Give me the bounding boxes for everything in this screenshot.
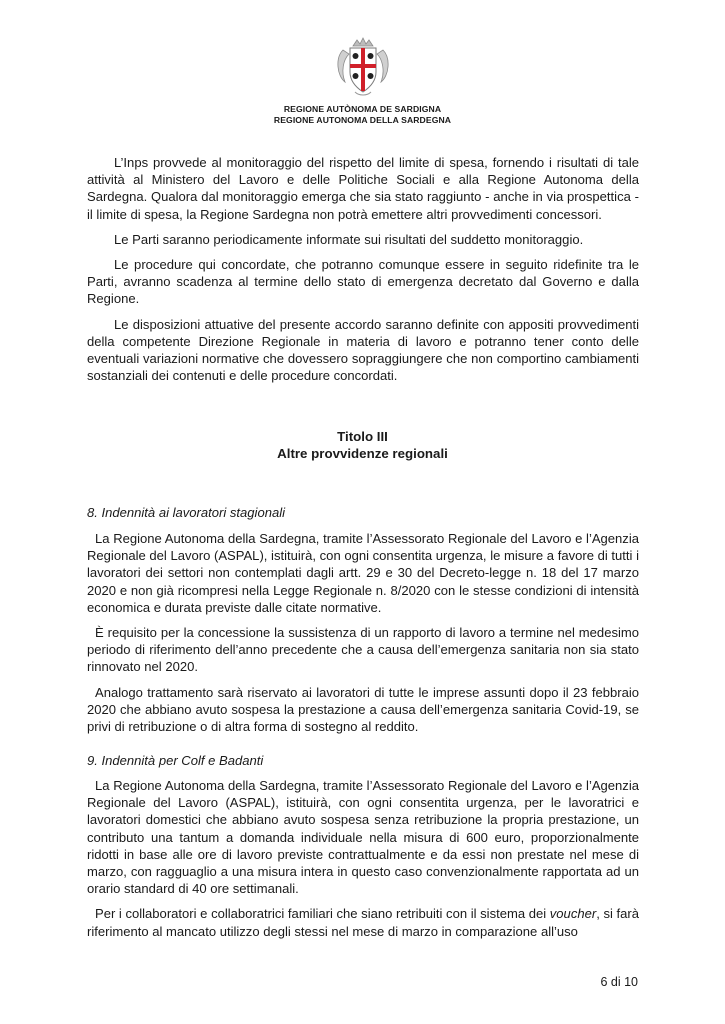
intro-section [87, 154, 639, 384]
title-subtitle: Altre provvidenze regionali [277, 446, 448, 461]
section-8-body [87, 530, 639, 735]
paragraph: Le disposizioni attuative del presente accordo saranno definite con appositi provvedimenti della competente Direzione Regionale in materia di lavoro e potranno tener conto delle eventuali variazioni normative che dovessero sopraggiungere che non comportino cambiamenti sostanziali dei contenuti e delle procedure concordati. [87, 316, 639, 384]
section-9-body [87, 777, 639, 940]
paragraph [87, 905, 639, 939]
paragraph: Le procedure qui concordate, che potranno comunque essere in seguito ridefinite tra le Parti, avranno scadenza al termine dello stato di emergenza decretato dal Governo e dalla Regione. [87, 257, 639, 307]
paragraph: La Regione Autonoma della Sardegna, tramite l’Assessorato Regionale del Lavoro e l’Agenzia Regionale del Lavoro (ASPAL), istituirà, con ogni consentita urgenza, le misure a favore di tutti i lavoratori dei settori non contemplati dagli artt. 29 e 30 del Decreto-legge n. 18 del 17 marzo 2020 e non già ricompresi nella Legge Regionale n. 8/2020 con le stesse condizioni di intensità economica e durata previste dalle citate normative. [87, 531, 639, 615]
italic-term: voucher [549, 906, 597, 922]
page-header [0, 36, 725, 126]
page-number: 6 di 10 [600, 975, 638, 989]
paragraph: È requisito per la concessione la sussistenza di un rapporto di lavoro a termine nel medesimo periodo di riferimento dell’anno precedente che a causa dell’emergenza sanitaria non sia stato rinnovato nel 2020. [87, 625, 639, 675]
title-block [0, 428, 725, 462]
paragraph: La Regione Autonoma della Sardegna, tramite l’Assessorato Regionale del Lavoro e l’Agenzia Regionale del Lavoro (ASPAL), istituirà, con ogni consentita urgenza, per le lavoratrici e lavoratori domestici che abbiano avuto sospesa senza retribuzione la propria prestazione, un contributo una tantum a domanda individuale nella misura di 600 euro, proporzionalmente ridotti in base alle ore di lavoro previste contrattualmente e da essi non prestate nel mese di marzo, con ragguaglio a una misura intera in questo caso convenzionalmente rapportata ad un orario standard di 40 ore settimanali. [87, 778, 639, 897]
org-name-italian: REGIONE AUTONOMA DELLA SARDEGNA [273, 115, 452, 125]
section-9-heading: 9. Indennità per Colf e Badanti [87, 753, 264, 768]
section-8-heading: 8. Indennità ai lavoratori stagionali [87, 505, 286, 520]
org-name-sardinian: REGIONE AUTÒNOMA DE SARDIGNA [283, 104, 442, 114]
text-run: , si farà riferimento al mancato utilizzo degli stessi nel mese di marzo in comparazione all’uso [87, 906, 640, 939]
sardinia-coat-of-arms-icon [333, 36, 393, 98]
title-number: Titolo III [337, 429, 388, 444]
paragraph: Analogo trattamento sarà riservato ai lavoratori di tutte le imprese assunti dopo il 23 febbraio 2020 che abbiano avuto sospesa la prestazione a causa dell’emergenza sanitaria Covid-19, se privi di retribuzione o di altra forma di sostegno al reddito. [87, 684, 639, 735]
paragraph: L’Inps provvede al monitoraggio del rispetto del limite di spesa, fornendo i risultati di tale attività al Ministero del Lavoro e delle Politiche Sociali e alla Regione Autonoma della Sardegna. Qualora dal monitoraggio emerga che sia stato raggiunto - anche in via prospettica - il limite di spesa, la Regione Sardegna non potrà emettere altri provvedimenti concessori. [87, 155, 639, 222]
paragraph: Le Parti saranno periodicamente informate sui risultati del suddetto monitoraggio. [114, 231, 584, 247]
text-run: Per i collaboratori e collaboratrici familiari che siano retribuiti con il sistema dei [95, 906, 550, 922]
